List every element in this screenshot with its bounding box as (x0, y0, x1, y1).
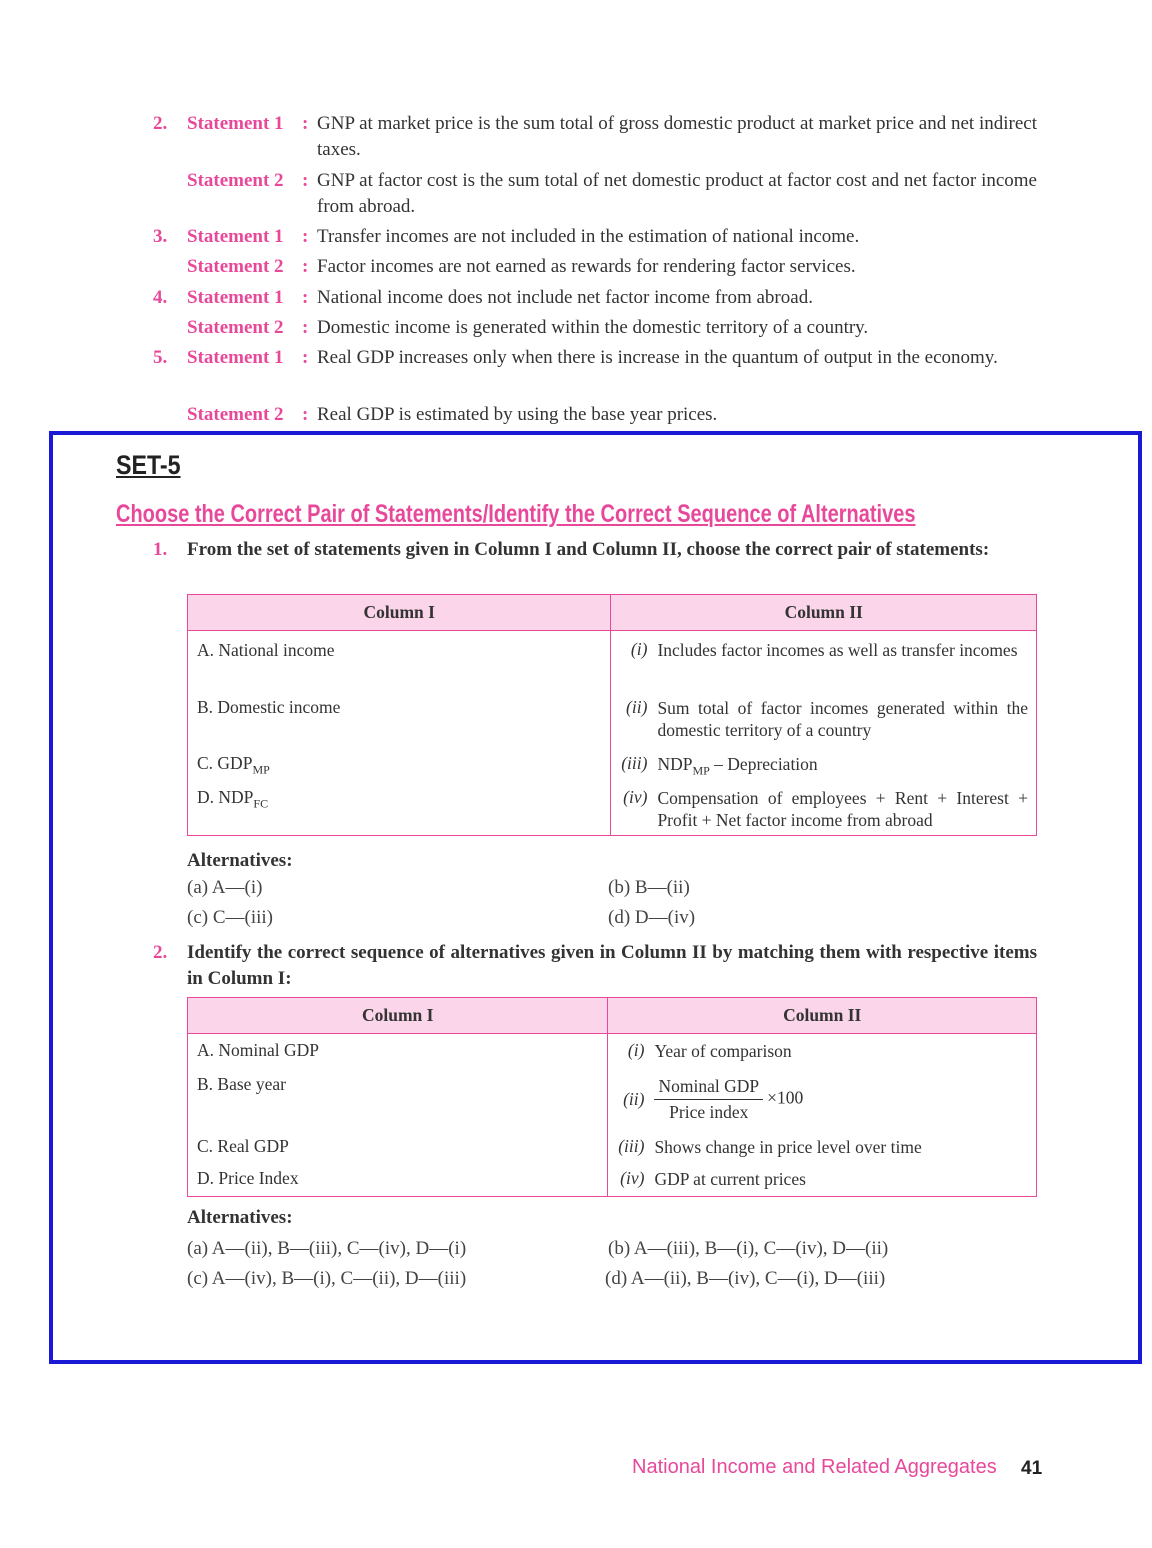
column-ii-cell: Includes factor incomes as well as transfer incomes (657, 640, 1018, 660)
alternatives-heading: Alternatives: (187, 1207, 293, 1228)
match-table-1 (187, 594, 1037, 836)
column-header: Column II (608, 998, 1037, 1034)
alternative-option: (c) C—(iii) (187, 907, 274, 928)
column-i-cell: A. Nominal GDP (197, 1040, 320, 1060)
question-number: 5. (153, 347, 168, 368)
column-i-cell: A. National income (197, 640, 335, 660)
alternative-option: (a) A—(ii), B—(iii), C—(iv), D—(i) (187, 1238, 467, 1259)
statement-label: Statement 1 (187, 287, 284, 308)
colon: : (302, 347, 309, 368)
statement-text: Transfer incomes are not included in the estimation of national income. (317, 226, 860, 247)
statement-label: Statement 1 (187, 226, 284, 247)
page-number: 41 (1021, 1458, 1043, 1479)
question-text: From the set of statements given in Column I and Column II, choose the correct pair of statements: (187, 539, 990, 560)
table-row (188, 1034, 1037, 1071)
column-ii-cell: Sum total of factor incomes generated within the domestic territory of a country (657, 698, 1028, 740)
fraction-multiplier: ×100 (767, 1087, 804, 1108)
roman-numeral: (iv) (623, 787, 648, 807)
colon: : (302, 256, 309, 277)
column-i-cell: C. $GDP_{MP}$ (197, 753, 270, 777)
column-header: Column I (188, 998, 608, 1034)
column-i-cell: C. Real GDP (197, 1136, 289, 1156)
alternative-option: (d) D—(iv) (608, 907, 696, 928)
statement-label: Statement 2 (187, 170, 284, 191)
statement-text: GNP at factor cost is the sum total of net domestic product at factor cost and net factor income from abroad. (317, 170, 1037, 217)
alternative-option: (c) A—(iv), B—(i), C—(ii), D—(iii) (187, 1268, 467, 1289)
roman-numeral: (iv) (620, 1168, 645, 1188)
column-ii-cell: Shows change in price level over time (654, 1137, 922, 1157)
statement-label: Statement 1 (187, 347, 284, 368)
alternative-option: (a) A—(i) (187, 877, 263, 898)
question-number: 2. (153, 113, 168, 134)
table-row (188, 783, 1037, 836)
match-table-2 (187, 997, 1037, 1197)
roman-numeral: (ii) (626, 697, 648, 717)
colon: : (302, 404, 309, 425)
question-text: Identify the correct sequence of alternatives given in Column II by matching them with respective items in Column I: (187, 942, 1037, 989)
set-title: SET-5 (116, 450, 181, 480)
statement-label: Statement 2 (187, 404, 284, 425)
column-i-cell: B. Domestic income (197, 697, 341, 717)
fraction-numerator: Nominal GDP (654, 1076, 763, 1100)
statement-label: Statement 2 (187, 256, 284, 277)
roman-numeral: (ii) (623, 1088, 645, 1109)
column-ii-cell: GDP at current prices (654, 1169, 806, 1189)
colon: : (302, 170, 309, 191)
column-ii-cell: $NDP_{MP}$ – Depreciation (657, 754, 818, 778)
roman-numeral: (iii) (621, 753, 648, 773)
running-footer-title: National Income and Related Aggregates (632, 1456, 997, 1478)
colon: : (302, 113, 309, 134)
question-1 (153, 537, 1037, 589)
roman-numeral: (iii) (618, 1136, 645, 1156)
alternative-option: (d) A—(ii), B—(iv), C—(i), D—(iii) (605, 1268, 886, 1289)
question-number: 3. (153, 226, 168, 247)
roman-numeral: (i) (630, 639, 648, 659)
table-row (188, 631, 1037, 690)
colon: : (302, 287, 309, 308)
colon: : (302, 226, 309, 247)
column-i-cell: B. Base year (197, 1074, 286, 1094)
column-i-cell: D. Price Index (197, 1168, 299, 1188)
statement-text: National income does not include net factor income from abroad. (317, 287, 813, 308)
set-subtitle: Choose the Correct Pair of Statements/Identify the Correct Sequence of Alternatives (116, 500, 916, 528)
statement-label: Statement 2 (187, 317, 284, 338)
column-header: Column II (611, 595, 1037, 631)
table-row (188, 747, 1037, 783)
question-number: 2. (153, 942, 168, 963)
statement-text: Real GDP is estimated by using the base year prices. (317, 404, 718, 425)
column-ii-cell: Year of comparison (654, 1041, 792, 1061)
question-number: 1. (153, 539, 168, 560)
statement-text: Factor incomes are not earned as rewards for rendering factor services. (317, 256, 856, 277)
statement-text: Real GDP increases only when there is increase in the quantum of output in the economy. (317, 347, 998, 368)
colon: : (302, 317, 309, 338)
question-number: 4. (153, 287, 168, 308)
table-row (188, 689, 1037, 747)
statement-label: Statement 1 (187, 113, 284, 134)
alternative-option: (b) A—(iii), B—(i), C—(iv), D—(ii) (608, 1238, 889, 1259)
statement-text: Domestic income is generated within the domestic territory of a country. (317, 317, 869, 338)
column-header: Column I (188, 595, 611, 631)
alternative-option: (b) B—(ii) (608, 877, 690, 898)
table-row (188, 1162, 1037, 1197)
fraction-denominator: Price index (669, 1101, 749, 1122)
alternatives-heading: Alternatives: (187, 850, 293, 871)
table-row (188, 1070, 1037, 1128)
column-ii-cell: Compensation of employees + Rent + Interest + Profit + Net factor income from abroad (657, 788, 1028, 830)
roman-numeral: (i) (627, 1040, 645, 1060)
column-i-cell: D. $NDP_{FC}$ (197, 787, 269, 811)
table-row (188, 1128, 1037, 1162)
question-2 (153, 940, 1037, 992)
statement-text: GNP at market price is the sum total of gross domestic product at market price and net indirect taxes. (317, 113, 1037, 160)
formula (654, 1076, 803, 1123)
